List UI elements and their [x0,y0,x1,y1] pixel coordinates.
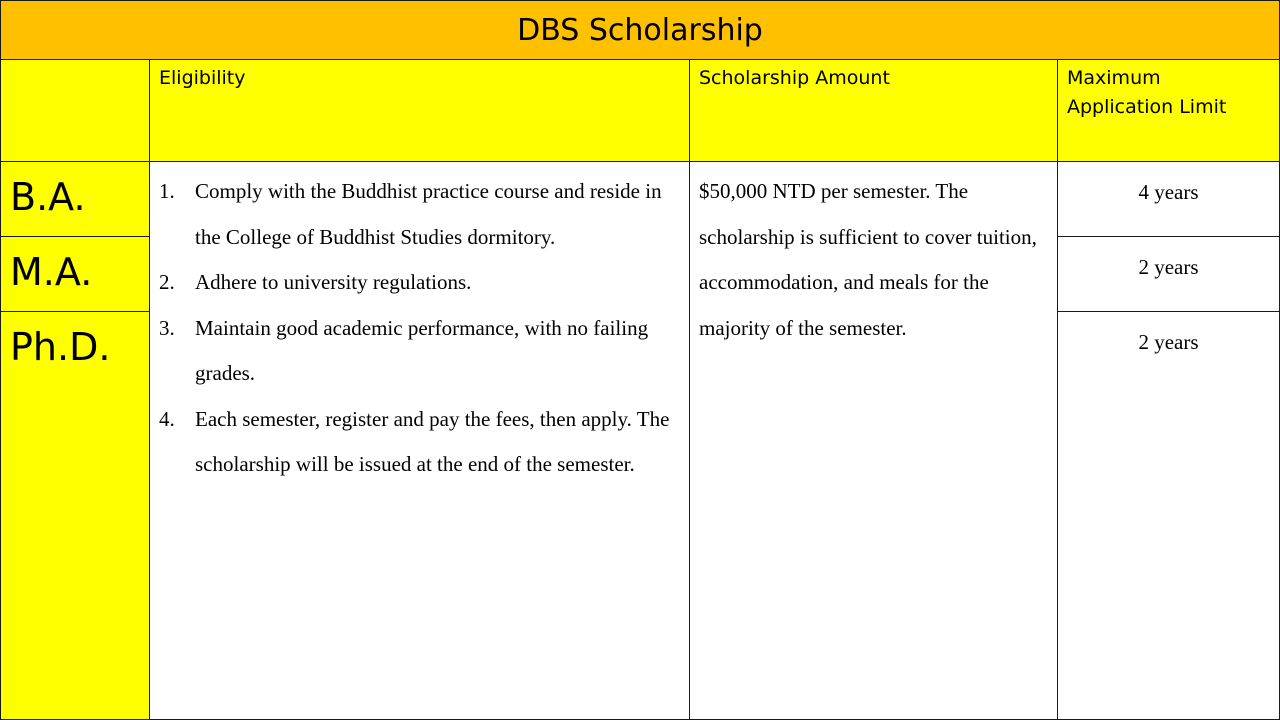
list-item [159,260,679,306]
limit-cell-ba [1057,161,1280,237]
list-text: Each semester, register and pay the fees, then apply. The scholarship will be issued at the end of the semester. [195,406,670,476]
header-limit [1057,59,1280,162]
limit-value: 4 years [1138,180,1199,204]
eligibility-cell [149,161,690,720]
list-number: 2. [159,270,175,294]
degree-label: Ph.D. [10,325,111,369]
limit-cell-phd [1057,311,1280,720]
amount-text: $50,000 NTD per semester. The scholarship is sufficient to cover tuition, accommodation, and meals for the majority of the semester. [699,179,1037,340]
header-eligibility [149,59,690,162]
table-title-cell [0,0,1280,60]
list-number: 3. [159,315,175,340]
header-eligibility-label: Eligibility [159,67,246,89]
list-item [159,306,679,397]
limit-cell-ma [1057,236,1280,312]
limit-value: 2 years [1138,255,1199,279]
degree-cell-ma [0,236,150,312]
list-number: 4. [159,406,175,431]
header-amount-label: Scholarship Amount [699,67,890,89]
header-limit-label: Maximum Application Limit [1067,67,1227,118]
eligibility-list [150,162,689,488]
list-text: Adhere to university regulations. [195,270,472,294]
list-item [159,397,679,488]
table-title: DBS Scholarship [517,12,763,48]
amount-cell [689,161,1058,720]
degree-cell-ba [0,161,150,237]
header-corner-cell [0,59,150,162]
list-number: 1. [159,179,175,203]
list-text: Maintain good academic performance, with no failing grades. [195,315,649,385]
list-text: Comply with the Buddhist practice course and reside in the College of Buddhist Studies dormitory. [195,179,662,249]
degree-cell-phd [0,311,150,720]
degree-label: B.A. [10,175,86,219]
header-amount [689,59,1058,162]
list-item [159,169,679,260]
limit-value: 2 years [1138,330,1199,354]
degree-label: M.A. [10,250,93,294]
